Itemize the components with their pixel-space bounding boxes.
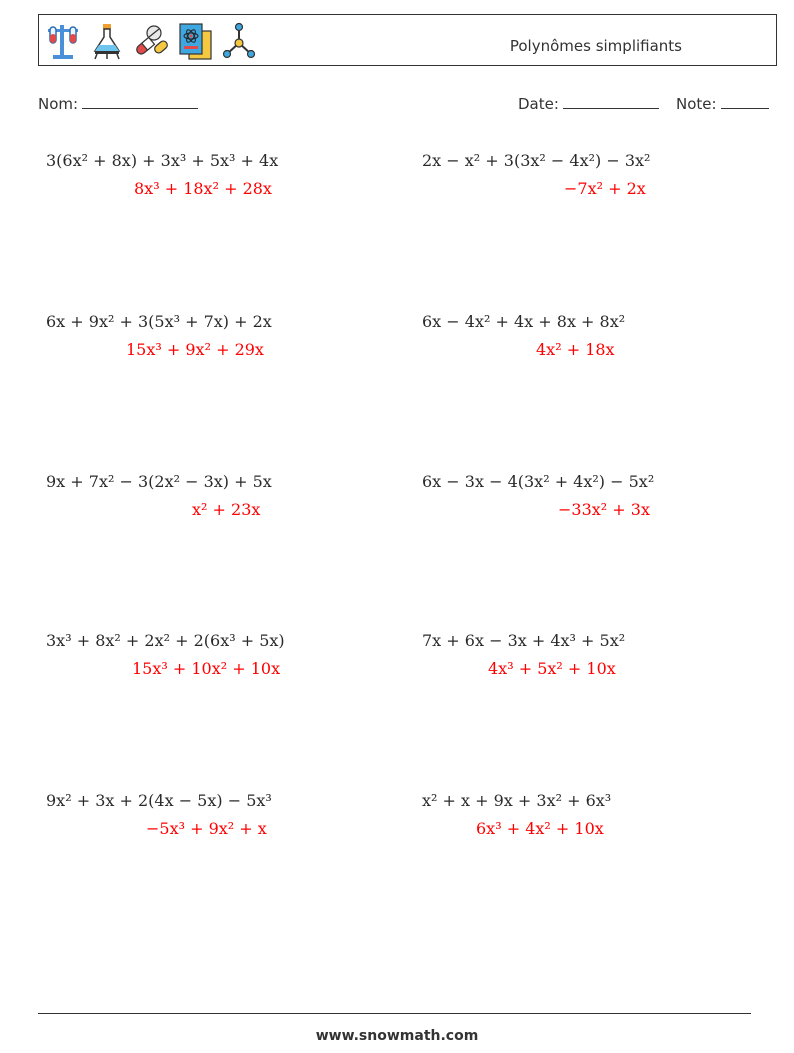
footer-url: www.snowmath.com bbox=[315, 1028, 479, 1044]
problem-9 bbox=[46, 791, 366, 839]
problem-expression: 6x − 4x² + 4x + 8x + 8x² bbox=[422, 312, 626, 331]
grade-label: Note: bbox=[676, 95, 717, 113]
worksheet-header bbox=[38, 14, 777, 66]
problem-answer: −33x² + 3x bbox=[558, 500, 650, 519]
problem-answer: 8x³ + 18x² + 28x bbox=[134, 179, 272, 198]
date-field bbox=[518, 94, 659, 113]
problem-answer: −5x³ + 9x² + x bbox=[146, 819, 267, 838]
worksheet-title: Polynômes simplifiants bbox=[509, 37, 682, 55]
problem-answer: 15x³ + 10x² + 10x bbox=[132, 659, 281, 678]
problem-answer: 4x³ + 5x² + 10x bbox=[488, 659, 616, 678]
molecule-icon bbox=[221, 21, 257, 61]
problem-answer: −7x² + 2x bbox=[564, 179, 646, 198]
name-label: Nom: bbox=[38, 95, 79, 113]
problem-answer: 4x² + 18x bbox=[536, 340, 615, 359]
problem-expression: 9x² + 3x + 2(4x − 5x) − 5x³ bbox=[46, 791, 272, 810]
grade-field bbox=[676, 94, 769, 113]
problem-expression: x² + x + 9x + 3x² + 6x³ bbox=[422, 791, 612, 810]
lab-flask-icon bbox=[89, 21, 125, 61]
science-book-icon bbox=[177, 21, 213, 61]
problem-expression: 6x − 3x − 4(3x² + 4x²) − 5x² bbox=[422, 472, 655, 491]
problem-4 bbox=[422, 312, 742, 360]
problem-2 bbox=[422, 151, 742, 199]
problem-expression: 9x + 7x² − 3(2x² − 3x) + 5x bbox=[46, 472, 272, 491]
name-field bbox=[38, 94, 198, 113]
problem-expression: 7x + 6x − 3x + 4x³ + 5x² bbox=[422, 631, 626, 650]
problem-expression: 3x³ + 8x² + 2x² + 2(6x³ + 5x) bbox=[46, 631, 285, 650]
problem-1 bbox=[46, 151, 366, 199]
problem-7 bbox=[46, 631, 366, 679]
problem-expression: 2x − x² + 3(3x² − 4x²) − 3x² bbox=[422, 151, 651, 170]
problem-10 bbox=[422, 791, 742, 839]
problem-expression: 3(6x² + 8x) + 3x³ + 5x³ + 4x bbox=[46, 151, 279, 170]
problem-answer: 6x³ + 4x² + 10x bbox=[476, 819, 604, 838]
problem-8 bbox=[422, 631, 742, 679]
name-blank-line bbox=[82, 94, 198, 109]
test-tubes-icon bbox=[45, 21, 81, 61]
grade-blank-line bbox=[721, 94, 769, 109]
pills-icon bbox=[133, 21, 169, 61]
problem-6 bbox=[422, 472, 742, 520]
problem-5 bbox=[46, 472, 366, 520]
footer-divider bbox=[38, 1013, 751, 1014]
problem-expression: 6x + 9x² + 3(5x³ + 7x) + 2x bbox=[46, 312, 272, 331]
problem-answer: 15x³ + 9x² + 29x bbox=[126, 340, 264, 359]
date-blank-line bbox=[563, 94, 659, 109]
date-label: Date: bbox=[518, 95, 559, 113]
problem-3 bbox=[46, 312, 366, 360]
problem-answer: x² + 23x bbox=[192, 500, 261, 519]
